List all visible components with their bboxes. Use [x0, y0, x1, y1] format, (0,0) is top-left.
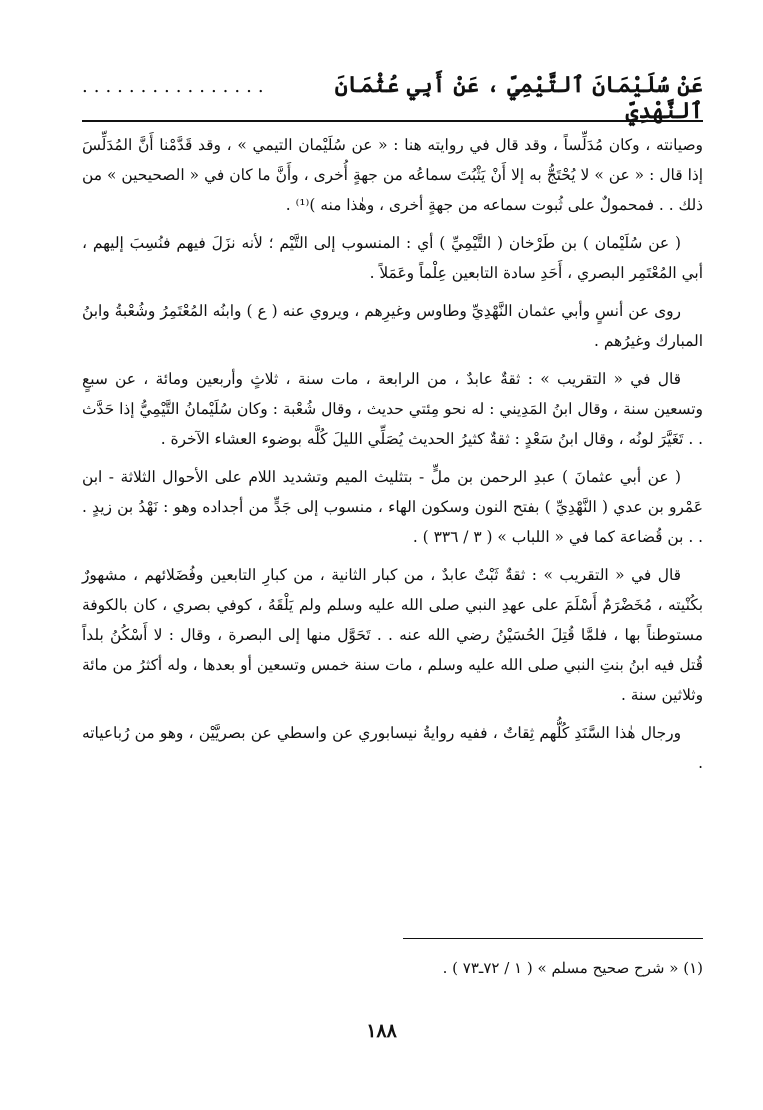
paragraph: ( عن أبي عثمانَ ) عبدِ الرحمن بن ملٍّ - بتثليث الميم وتشديد اللام على الأحوال الثلاثة - ابن عَمْرو بن عدي ( النَّهْدِيِّ ) بفتح النون وسكون الهاء ، منسوب إلى جَدٍّ من أجداده وهو : نَهْدُ بن زيدٍ . . . بن قُضاعة كما في « اللباب » ( ٣ / ٣٣٦ ) .: [82, 468, 703, 546]
page-number: ١٨٨: [366, 1020, 397, 1042]
header-rule: [82, 120, 703, 122]
paragraph: قال في « التقريب » : ثقةٌ ثَبْتٌ عابدٌ ، من كبار الثانية ، من كبارِ التابعين وفُضَلائهم ، مشهورٌ بكُنْيته ، مُخَضْرَمٌ أَسْلَمَ على عهدِ النبي صلى الله عليه وسلم ولم يَلْقَهُ ، كوفي بصري ، كان بالكوفة مستوطناً بها ، فلمَّا قُتِلَ الحُسَيْنُ رضي الله عنه . . تَحَوَّل منها إلى البصرة ، وقال : لا أَسْكُنُ بلداً قُتل فيه ابنُ بنتِ النبي صلى الله عليه وسلم ، مات سنة خمس وتسعين أو بعدها ، وله أكثرُ من مائة وثلاثين سنة .: [82, 566, 703, 704]
header-title: عَنْ سُلَيْمَانَ ٱلتَّيْمِيِّ ، عَنْ أَبِي عُثْمَانَ ٱلنَّهْدِيِّ: [334, 72, 703, 124]
paragraph: ورجال هٰذا السَّنَدِ كُلُّهم ثِقاتٌ ، ففيه روايةُ نيسابوري عن واسطي عن بصريَّيْن ، وهو من رُباعياته .: [82, 724, 703, 772]
main-text: [82, 130, 703, 786]
paragraph: قال في « التقريب » : ثقةٌ عابدٌ ، من الرابعة ، مات سنة ، ثلاثٍ وأربعين ومائة ، عن سبعٍ وتسعين سنة ، وقال ابنُ المَدِيني : له نحو مِئتي حديث ، وقال شُعْبة : وكان سُلَيْمانُ التَّيْمِيُّ إذا حَدَّث . . تَغَيَّرَ لونُه ، وقال ابنُ سَعْدٍ : ثقةٌ كثيرُ الحديث يُصَلِّي الليلَ كُلَّه بوضوء العشاء الآخرة .: [82, 370, 703, 448]
running-header: [82, 72, 703, 124]
footnote-rule: [403, 938, 703, 939]
header-leader-dots: ................: [82, 76, 270, 97]
footnote: (١) « شرح صحيح مسلم » ( ١ / ٧٢ـ٧٣ ) .: [442, 959, 703, 977]
paragraph: روى عن أنسٍ وأبي عثمان النَّهْدِيِّ وطاوس وغيرِهم ، ويروي عنه ( ع ) وابنُه المُعْتَمِرُ وشُعْبةُ وابنُ المبارك وغيرُهم .: [82, 302, 703, 350]
paragraph: ( عن سُلَيْمان ) بن طَرْخان ( التَّيْمِيِّ ) أي : المنسوب إلى التَّيْم ؛ لأنه نزَلَ فيهم فنُسِبَ إليهم ، أبي المُعْتَمِر البصري ، أَحَدِ سادة التابعين عِلْماً وعَمَلاً .: [82, 234, 703, 282]
paragraph: وصيانته ، وكان مُدَلِّساً ، وقد قال في روايته هنا : « عن سُلَيْمان التيمي » ، وقد قَدَّمْنا أَنَّ المُدَلِّسَ إذا قال : « عن » لا يُحْتَجُّ به إلا أَنْ يَثْبُتَ سماعُه من جهةٍ أُخرى ، وأَنَّ ما كان في « الصحيحين » من ذلك . . فمحمولٌ على ثُبوت سماعه من جهةٍ أخرى ، وهٰذا منه )⁽¹⁾ .: [82, 136, 703, 214]
